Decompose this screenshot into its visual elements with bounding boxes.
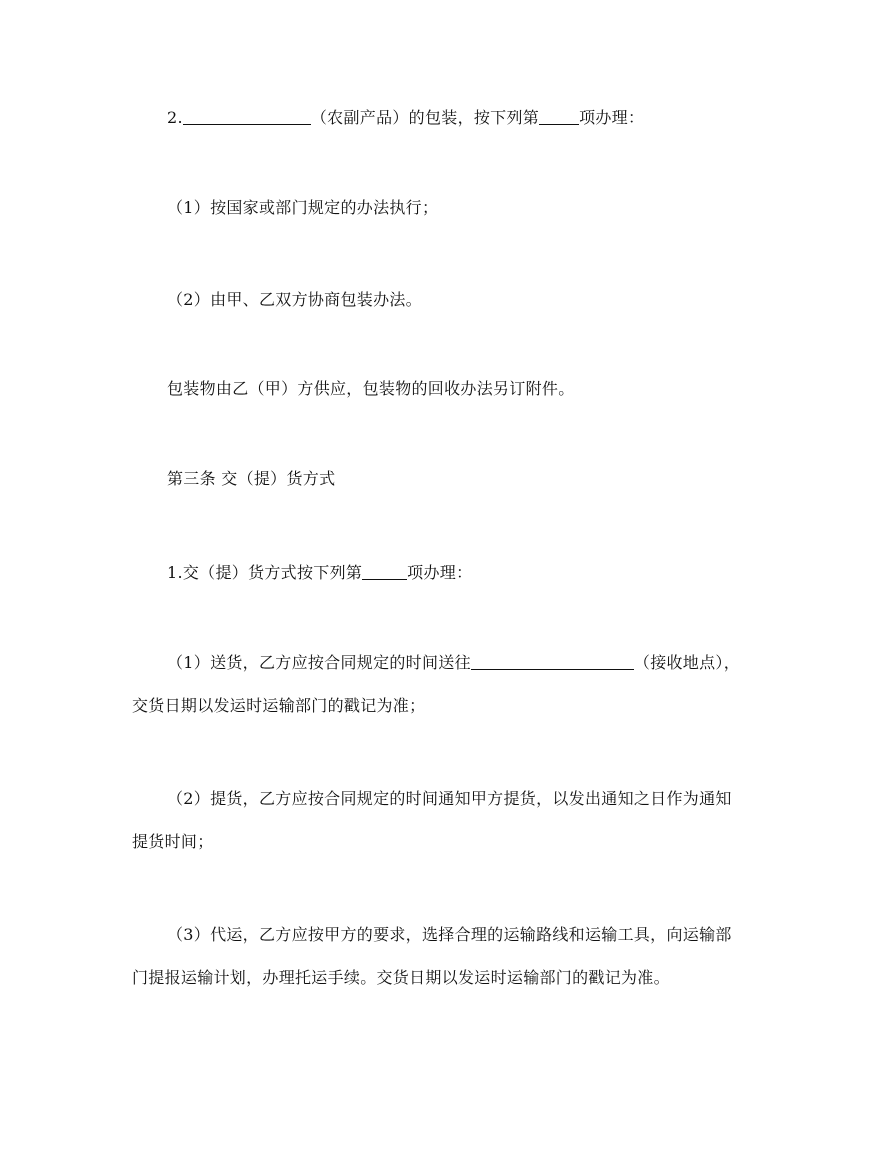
- paragraph-text: 包装物由乙（甲）方供应，包装物的回收办法另订附件。: [167, 379, 575, 398]
- clause-text-end: 项办理：: [579, 108, 645, 127]
- clause-text: 1.交（提）货方式按下列第: [167, 563, 363, 582]
- heading-text: 第三条 交（提）货方式: [167, 469, 336, 488]
- delivery-option-2-line1: [167, 788, 732, 810]
- option-blank: [362, 563, 407, 580]
- delivery-method-clause: [167, 562, 472, 584]
- packaging-option-1: [167, 197, 438, 219]
- delivery-option-3-line2: [132, 967, 670, 989]
- option-text: 门提报运输计划，办理托运手续。交货日期以发运时运输部门的戳记为准。: [132, 968, 670, 987]
- delivery-option-1-line2: [132, 695, 425, 717]
- option-text: （2）由甲、乙双方协商包装办法。: [167, 290, 422, 309]
- option-text: （1）按国家或部门规定的办法执行；: [167, 198, 439, 217]
- clause-number: 2.: [167, 108, 183, 127]
- delivery-option-3-line1: [167, 924, 732, 946]
- packaging-option-2: [167, 289, 422, 311]
- clause-text-end: 项办理：: [407, 563, 473, 582]
- clause-text: （农副产品）的包装，按下列第: [310, 108, 540, 127]
- location-blank: [471, 653, 634, 670]
- option-text: 提货时间；: [132, 832, 214, 851]
- product-blank: [183, 108, 311, 125]
- packaging-supply-text: [167, 378, 575, 400]
- option-text: （3）代运，乙方应按甲方的要求，选择合理的运输路线和运输工具，向运输部: [167, 925, 732, 944]
- option-text: （1）送货，乙方应按合同规定的时间送往: [167, 653, 471, 672]
- option-text-end: （接收地点），: [633, 653, 740, 672]
- clause-2-packaging: [167, 107, 644, 129]
- delivery-option-2-line2: [132, 831, 214, 853]
- option-blank: [539, 108, 579, 125]
- option-text: （2）提货，乙方应按合同规定的时间通知甲方提货，以发出通知之日作为通知: [167, 789, 732, 808]
- article-3-heading: [167, 468, 335, 490]
- option-text: 交货日期以发运时运输部门的戳记为准；: [132, 696, 426, 715]
- delivery-option-1-line1: [167, 652, 740, 674]
